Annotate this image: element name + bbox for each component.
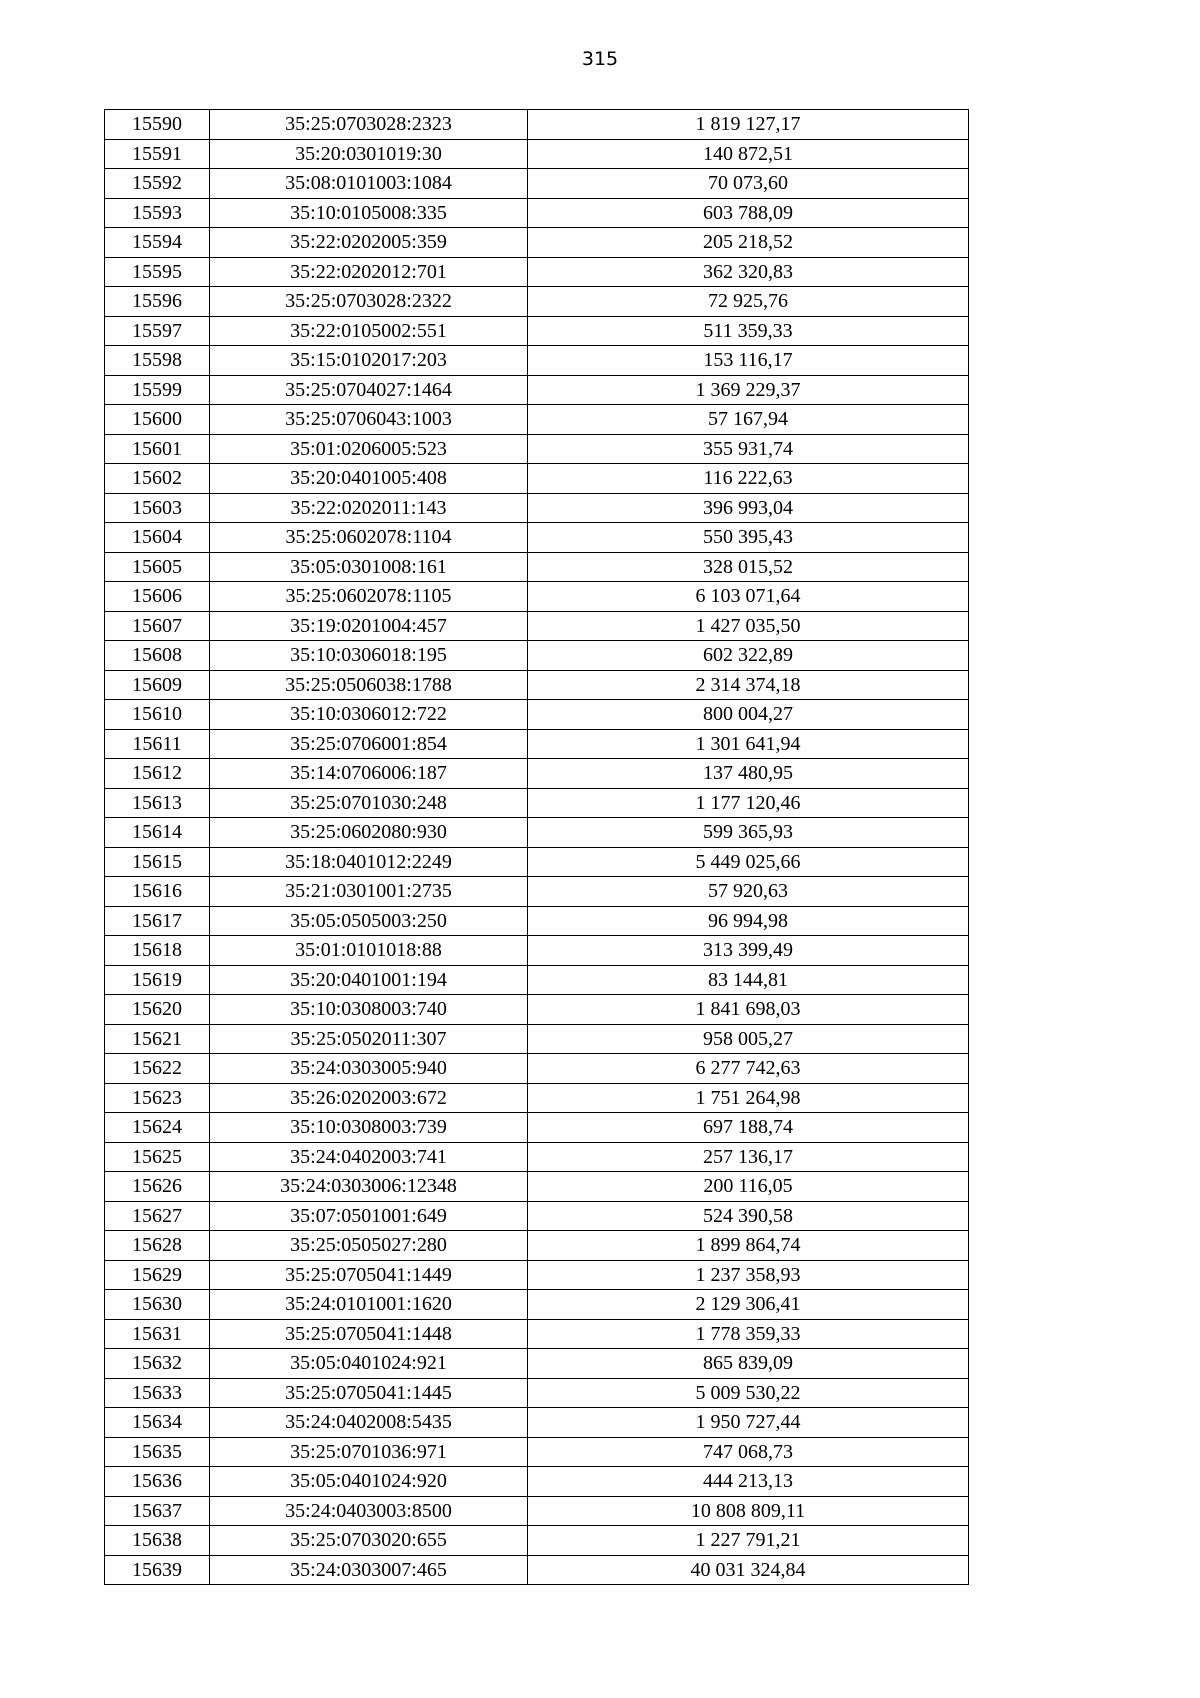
row-number-cell: 15628 bbox=[105, 1231, 210, 1261]
cadastral-number-cell: 35:21:0301001:2735 bbox=[210, 877, 528, 907]
table-row bbox=[105, 1526, 969, 1556]
table-row bbox=[105, 936, 969, 966]
cadastral-value-cell: 1 778 359,33 bbox=[528, 1319, 969, 1349]
row-number-cell: 15625 bbox=[105, 1142, 210, 1172]
table-row bbox=[105, 434, 969, 464]
cadastral-number-cell: 35:10:0105008:335 bbox=[210, 198, 528, 228]
table-row bbox=[105, 1408, 969, 1438]
cadastral-number-cell: 35:25:0602080:930 bbox=[210, 818, 528, 848]
row-number-cell: 15603 bbox=[105, 493, 210, 523]
row-number-cell: 15594 bbox=[105, 228, 210, 258]
row-number-cell: 15624 bbox=[105, 1113, 210, 1143]
table-row bbox=[105, 877, 969, 907]
cadastral-value-cell: 1 751 264,98 bbox=[528, 1083, 969, 1113]
cadastral-value-cell: 444 213,13 bbox=[528, 1467, 969, 1497]
cadastral-value-cell: 70 073,60 bbox=[528, 169, 969, 199]
row-number-cell: 15635 bbox=[105, 1437, 210, 1467]
row-number-cell: 15592 bbox=[105, 169, 210, 199]
cadastral-number-cell: 35:24:0101001:1620 bbox=[210, 1290, 528, 1320]
cadastral-value-cell: 57 167,94 bbox=[528, 405, 969, 435]
cadastral-value-cell: 96 994,98 bbox=[528, 906, 969, 936]
table-row bbox=[105, 1349, 969, 1379]
cadastral-number-cell: 35:10:0306012:722 bbox=[210, 700, 528, 730]
row-number-cell: 15613 bbox=[105, 788, 210, 818]
cadastral-number-cell: 35:22:0105002:551 bbox=[210, 316, 528, 346]
row-number-cell: 15614 bbox=[105, 818, 210, 848]
row-number-cell: 15615 bbox=[105, 847, 210, 877]
cadastral-value-cell: 355 931,74 bbox=[528, 434, 969, 464]
row-number-cell: 15618 bbox=[105, 936, 210, 966]
row-number-cell: 15630 bbox=[105, 1290, 210, 1320]
row-number-cell: 15591 bbox=[105, 139, 210, 169]
cadastral-number-cell: 35:25:0706001:854 bbox=[210, 729, 528, 759]
row-number-cell: 15620 bbox=[105, 995, 210, 1025]
cadastral-number-cell: 35:20:0301019:30 bbox=[210, 139, 528, 169]
cadastral-number-cell: 35:10:0306018:195 bbox=[210, 641, 528, 671]
row-number-cell: 15599 bbox=[105, 375, 210, 405]
cadastral-value-cell: 137 480,95 bbox=[528, 759, 969, 789]
table-row bbox=[105, 788, 969, 818]
table-row bbox=[105, 582, 969, 612]
table-row bbox=[105, 1437, 969, 1467]
cadastral-value-cell: 72 925,76 bbox=[528, 287, 969, 317]
row-number-cell: 15604 bbox=[105, 523, 210, 553]
cadastral-value-cell: 1 369 229,37 bbox=[528, 375, 969, 405]
cadastral-value-cell: 2 314 374,18 bbox=[528, 670, 969, 700]
cadastral-number-cell: 35:25:0705041:1449 bbox=[210, 1260, 528, 1290]
row-number-cell: 15609 bbox=[105, 670, 210, 700]
cadastral-value-cell: 1 950 727,44 bbox=[528, 1408, 969, 1438]
cadastral-value-cell: 958 005,27 bbox=[528, 1024, 969, 1054]
table-row bbox=[105, 169, 969, 199]
table-row bbox=[105, 1231, 969, 1261]
table-row bbox=[105, 611, 969, 641]
cadastral-number-cell: 35:14:0706006:187 bbox=[210, 759, 528, 789]
row-number-cell: 15622 bbox=[105, 1054, 210, 1084]
row-number-cell: 15631 bbox=[105, 1319, 210, 1349]
cadastral-number-cell: 35:15:0102017:203 bbox=[210, 346, 528, 376]
table-row bbox=[105, 1024, 969, 1054]
cadastral-number-cell: 35:24:0402008:5435 bbox=[210, 1408, 528, 1438]
cadastral-value-cell: 116 222,63 bbox=[528, 464, 969, 494]
row-number-cell: 15600 bbox=[105, 405, 210, 435]
cadastral-value-cell: 200 116,05 bbox=[528, 1172, 969, 1202]
cadastral-value-cell: 1 819 127,17 bbox=[528, 110, 969, 140]
cadastral-value-cell: 396 993,04 bbox=[528, 493, 969, 523]
row-number-cell: 15595 bbox=[105, 257, 210, 287]
table-row bbox=[105, 139, 969, 169]
table-row bbox=[105, 1054, 969, 1084]
cadastral-value-cell: 2 129 306,41 bbox=[528, 1290, 969, 1320]
table-row bbox=[105, 1496, 969, 1526]
cadastral-number-cell: 35:08:0101003:1084 bbox=[210, 169, 528, 199]
cadastral-value-cell: 153 116,17 bbox=[528, 346, 969, 376]
table-row bbox=[105, 1319, 969, 1349]
cadastral-value-cell: 257 136,17 bbox=[528, 1142, 969, 1172]
cadastral-value-cell: 5 009 530,22 bbox=[528, 1378, 969, 1408]
cadastral-number-cell: 35:25:0706043:1003 bbox=[210, 405, 528, 435]
table-row bbox=[105, 729, 969, 759]
cadastral-value-cell: 1 301 641,94 bbox=[528, 729, 969, 759]
cadastral-value-cell: 40 031 324,84 bbox=[528, 1555, 969, 1585]
cadastral-value-cell: 6 103 071,64 bbox=[528, 582, 969, 612]
cadastral-value-cell: 602 322,89 bbox=[528, 641, 969, 671]
row-number-cell: 15611 bbox=[105, 729, 210, 759]
cadastral-number-cell: 35:01:0206005:523 bbox=[210, 434, 528, 464]
table-row bbox=[105, 1260, 969, 1290]
row-number-cell: 15623 bbox=[105, 1083, 210, 1113]
cadastral-number-cell: 35:18:0401012:2249 bbox=[210, 847, 528, 877]
row-number-cell: 15638 bbox=[105, 1526, 210, 1556]
cadastral-number-cell: 35:25:0506038:1788 bbox=[210, 670, 528, 700]
table-row bbox=[105, 641, 969, 671]
table-row bbox=[105, 405, 969, 435]
row-number-cell: 15606 bbox=[105, 582, 210, 612]
cadastral-number-cell: 35:24:0303006:12348 bbox=[210, 1172, 528, 1202]
row-number-cell: 15636 bbox=[105, 1467, 210, 1497]
cadastral-value-cell: 205 218,52 bbox=[528, 228, 969, 258]
table-row bbox=[105, 847, 969, 877]
cadastral-value-cell: 1 177 120,46 bbox=[528, 788, 969, 818]
cadastral-number-cell: 35:24:0303005:940 bbox=[210, 1054, 528, 1084]
row-number-cell: 15597 bbox=[105, 316, 210, 346]
cadastral-number-cell: 35:25:0602078:1105 bbox=[210, 582, 528, 612]
row-number-cell: 15602 bbox=[105, 464, 210, 494]
row-number-cell: 15617 bbox=[105, 906, 210, 936]
cadastral-number-cell: 35:25:0704027:1464 bbox=[210, 375, 528, 405]
cadastral-number-cell: 35:26:0202003:672 bbox=[210, 1083, 528, 1113]
table-row bbox=[105, 1555, 969, 1585]
table-row bbox=[105, 316, 969, 346]
cadastral-value-cell: 511 359,33 bbox=[528, 316, 969, 346]
row-number-cell: 15610 bbox=[105, 700, 210, 730]
row-number-cell: 15593 bbox=[105, 198, 210, 228]
row-number-cell: 15633 bbox=[105, 1378, 210, 1408]
table-row bbox=[105, 523, 969, 553]
table-row bbox=[105, 1201, 969, 1231]
cadastral-number-cell: 35:19:0201004:457 bbox=[210, 611, 528, 641]
table-row bbox=[105, 287, 969, 317]
cadastral-number-cell: 35:05:0505003:250 bbox=[210, 906, 528, 936]
table-row bbox=[105, 552, 969, 582]
cadastral-value-cell: 550 395,43 bbox=[528, 523, 969, 553]
table-row bbox=[105, 346, 969, 376]
table-row bbox=[105, 464, 969, 494]
cadastral-number-cell: 35:07:0501001:649 bbox=[210, 1201, 528, 1231]
row-number-cell: 15619 bbox=[105, 965, 210, 995]
row-number-cell: 15634 bbox=[105, 1408, 210, 1438]
table-row bbox=[105, 228, 969, 258]
cadastral-value-cell: 603 788,09 bbox=[528, 198, 969, 228]
cadastral-number-cell: 35:01:0101018:88 bbox=[210, 936, 528, 966]
table-row bbox=[105, 906, 969, 936]
cadastral-number-cell: 35:25:0701036:971 bbox=[210, 1437, 528, 1467]
row-number-cell: 15632 bbox=[105, 1349, 210, 1379]
table-row bbox=[105, 110, 969, 140]
cadastral-value-cell: 57 920,63 bbox=[528, 877, 969, 907]
cadastral-value-cell: 1 841 698,03 bbox=[528, 995, 969, 1025]
cadastral-value-cell: 747 068,73 bbox=[528, 1437, 969, 1467]
cadastral-number-cell: 35:22:0202005:359 bbox=[210, 228, 528, 258]
cadastral-number-cell: 35:05:0401024:921 bbox=[210, 1349, 528, 1379]
cadastral-number-cell: 35:25:0602078:1104 bbox=[210, 523, 528, 553]
row-number-cell: 15629 bbox=[105, 1260, 210, 1290]
table-row bbox=[105, 198, 969, 228]
cadastral-number-cell: 35:24:0402003:741 bbox=[210, 1142, 528, 1172]
cadastral-value-cell: 313 399,49 bbox=[528, 936, 969, 966]
cadastral-number-cell: 35:24:0403003:8500 bbox=[210, 1496, 528, 1526]
cadastral-value-cell: 865 839,09 bbox=[528, 1349, 969, 1379]
table-row bbox=[105, 818, 969, 848]
cadastral-value-cell: 1 227 791,21 bbox=[528, 1526, 969, 1556]
cadastral-number-cell: 35:24:0303007:465 bbox=[210, 1555, 528, 1585]
cadastral-number-cell: 35:25:0703028:2323 bbox=[210, 110, 528, 140]
cadastral-value-cell: 328 015,52 bbox=[528, 552, 969, 582]
row-number-cell: 15590 bbox=[105, 110, 210, 140]
cadastral-number-cell: 35:20:0401001:194 bbox=[210, 965, 528, 995]
cadastral-number-cell: 35:20:0401005:408 bbox=[210, 464, 528, 494]
row-number-cell: 15627 bbox=[105, 1201, 210, 1231]
cadastral-number-cell: 35:25:0502011:307 bbox=[210, 1024, 528, 1054]
cadastral-value-cell: 140 872,51 bbox=[528, 139, 969, 169]
cadastral-number-cell: 35:25:0705041:1448 bbox=[210, 1319, 528, 1349]
cadastral-value-cell: 697 188,74 bbox=[528, 1113, 969, 1143]
table-row bbox=[105, 965, 969, 995]
table-row bbox=[105, 1083, 969, 1113]
table-row bbox=[105, 257, 969, 287]
table-row bbox=[105, 995, 969, 1025]
cadastral-value-cell: 362 320,83 bbox=[528, 257, 969, 287]
table-body bbox=[105, 110, 969, 1585]
cadastral-value-cell: 83 144,81 bbox=[528, 965, 969, 995]
row-number-cell: 15616 bbox=[105, 877, 210, 907]
cadastral-value-cell: 6 277 742,63 bbox=[528, 1054, 969, 1084]
table-row bbox=[105, 493, 969, 523]
row-number-cell: 15607 bbox=[105, 611, 210, 641]
cadastral-value-cell: 1 899 864,74 bbox=[528, 1231, 969, 1261]
table-row bbox=[105, 670, 969, 700]
cadastral-number-cell: 35:25:0701030:248 bbox=[210, 788, 528, 818]
row-number-cell: 15639 bbox=[105, 1555, 210, 1585]
cadastral-number-cell: 35:25:0703020:655 bbox=[210, 1526, 528, 1556]
cadastral-value-cell: 10 808 809,11 bbox=[528, 1496, 969, 1526]
table-row bbox=[105, 1142, 969, 1172]
cadastral-number-cell: 35:05:0301008:161 bbox=[210, 552, 528, 582]
table-row bbox=[105, 375, 969, 405]
cadastral-number-cell: 35:10:0308003:739 bbox=[210, 1113, 528, 1143]
row-number-cell: 15608 bbox=[105, 641, 210, 671]
cadastral-number-cell: 35:05:0401024:920 bbox=[210, 1467, 528, 1497]
table-row bbox=[105, 759, 969, 789]
row-number-cell: 15637 bbox=[105, 1496, 210, 1526]
row-number-cell: 15621 bbox=[105, 1024, 210, 1054]
cadastral-number-cell: 35:25:0703028:2322 bbox=[210, 287, 528, 317]
cadastral-value-cell: 524 390,58 bbox=[528, 1201, 969, 1231]
cadastral-value-table bbox=[104, 109, 969, 1585]
table-row bbox=[105, 700, 969, 730]
cadastral-number-cell: 35:22:0202012:701 bbox=[210, 257, 528, 287]
cadastral-value-cell: 800 004,27 bbox=[528, 700, 969, 730]
cadastral-value-cell: 1 427 035,50 bbox=[528, 611, 969, 641]
cadastral-number-cell: 35:10:0308003:740 bbox=[210, 995, 528, 1025]
table-row bbox=[105, 1113, 969, 1143]
row-number-cell: 15605 bbox=[105, 552, 210, 582]
row-number-cell: 15598 bbox=[105, 346, 210, 376]
cadastral-value-cell: 1 237 358,93 bbox=[528, 1260, 969, 1290]
cadastral-value-cell: 599 365,93 bbox=[528, 818, 969, 848]
page-number: 315 bbox=[581, 48, 619, 70]
cadastral-value-cell: 5 449 025,66 bbox=[528, 847, 969, 877]
row-number-cell: 15596 bbox=[105, 287, 210, 317]
table-row bbox=[105, 1290, 969, 1320]
table-row bbox=[105, 1172, 969, 1202]
row-number-cell: 15601 bbox=[105, 434, 210, 464]
cadastral-number-cell: 35:22:0202011:143 bbox=[210, 493, 528, 523]
cadastral-number-cell: 35:25:0505027:280 bbox=[210, 1231, 528, 1261]
table-row bbox=[105, 1378, 969, 1408]
table-row bbox=[105, 1467, 969, 1497]
cadastral-number-cell: 35:25:0705041:1445 bbox=[210, 1378, 528, 1408]
row-number-cell: 15612 bbox=[105, 759, 210, 789]
row-number-cell: 15626 bbox=[105, 1172, 210, 1202]
